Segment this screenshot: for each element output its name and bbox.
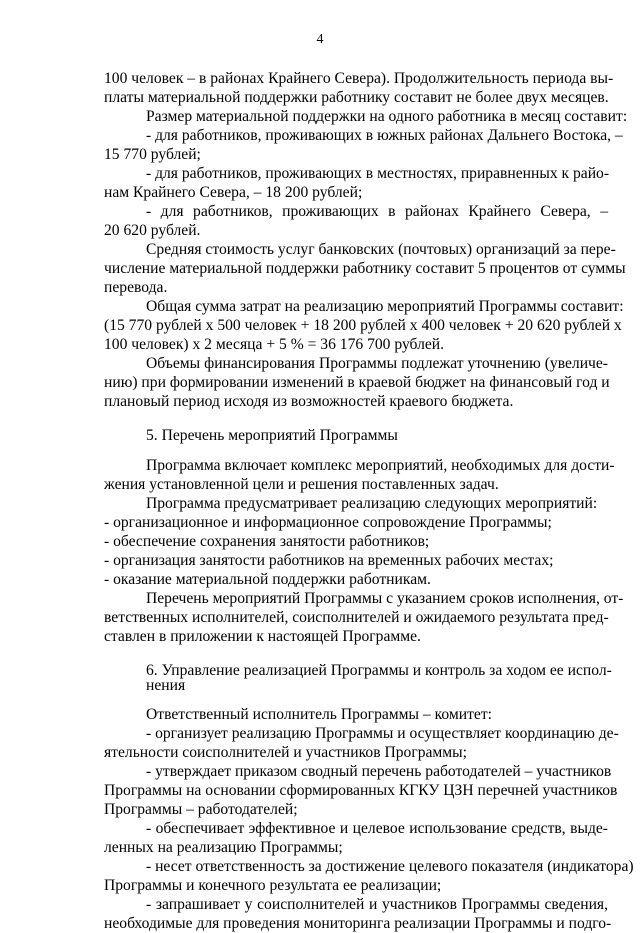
- page-number: 4: [316, 32, 324, 47]
- text-line: 15 770 рублей;: [104, 146, 201, 163]
- paragraph-total-cost: [104, 297, 624, 354]
- text-line: жения установленной цели и решения поставленных задач.: [104, 476, 499, 493]
- text-line: Общая сумма затрат на реализацию мероприятий Программы составит:: [146, 298, 624, 315]
- section-spacer: [104, 646, 608, 662]
- text-line: - для работников, проживающих в местностях, приравненных к райо-: [146, 165, 610, 182]
- text-line: (15 770 рублей х 500 человек + 18 200 рублей х 400 человек + 20 620 рублей х: [104, 317, 622, 334]
- paragraph-duration: [104, 69, 614, 107]
- list-item: - организационное и информационное сопровождение Программы;: [104, 514, 552, 531]
- section-spacer: [104, 444, 608, 456]
- list-item: - запрашивает у соисполнителей и участников Программы сведения,: [146, 896, 608, 913]
- text-line: ятельности соисполнителей и участников Программы;: [104, 744, 467, 761]
- list-item: - утверждает приказом сводный перечень работодателей – участников: [146, 763, 612, 780]
- section-spacer: [104, 411, 608, 427]
- text-line: Программа включает комплекс мероприятий, необходимых для дости-: [146, 457, 615, 474]
- text-line: 20 620 рублей.: [104, 222, 201, 239]
- text-line: Программы и конечного результата ее реализации;: [104, 877, 442, 894]
- section-6-body: [104, 705, 634, 933]
- text-line: Перечень мероприятий Программы с указанием сроков исполнения, от-: [146, 590, 624, 607]
- text-line: ленных на реализацию Программы;: [104, 839, 343, 856]
- section-5-body: [104, 456, 624, 646]
- text-line: - для работников, проживающих в районах Крайнего Севера, –: [146, 203, 608, 220]
- text-line: - для работников, проживающих в южных районах Дальнего Востока, –: [146, 127, 623, 144]
- text-line: ставлен в приложении к настоящей Программе.: [104, 628, 421, 645]
- section-6-title: [104, 662, 612, 694]
- list-item: - обеспечивает эффективное и целевое использование средств, выде-: [146, 820, 608, 837]
- text-line: необходимые для проведения мониторинга реализации Программы и подго-: [104, 915, 612, 932]
- text-line: 100 человек – в районах Крайнего Севера). Продолжительность периода вы-: [104, 70, 614, 87]
- text-line: нам Крайнего Севера, – 18 200 рублей;: [104, 184, 363, 201]
- text-line: Средняя стоимость услуг банковских (почтовых) организаций за пере-: [146, 241, 616, 258]
- text-line: Программы на основании сформированных КГКУ ЦЗН перечней участников: [104, 782, 618, 799]
- text-line: нию) при формировании изменений в краевой бюджет на финансовый год и: [104, 374, 610, 391]
- text-line: нения: [146, 677, 186, 694]
- text-line: ветственных исполнителей, соисполнителей и ожидаемого результата пред-: [104, 609, 609, 626]
- list-item: - несет ответственность за достижение целевого показателя (индикатора): [146, 858, 634, 875]
- list-item: - организация занятости работников на временных рабочих местах;: [104, 552, 554, 569]
- list-item: - оказание материальной поддержки работникам.: [104, 571, 431, 588]
- text-line: 100 человек) х 2 месяца + 5 % = 36 176 700 рублей.: [104, 336, 445, 353]
- text-line: плановый период исходя из возможностей краевого бюджета.: [104, 393, 514, 410]
- text-line: Ответственный исполнитель Программы – комитет:: [146, 706, 492, 723]
- text-line: Объемы финансирования Программы подлежат уточнению (увеличе-: [146, 355, 608, 372]
- text-line: 6. Управление реализацией Программы и контроль за ходом ее испол-: [146, 662, 612, 679]
- text-line: числение материальной поддержки работнику составит 5 процентов от суммы: [104, 260, 626, 277]
- text-line: платы материальной поддержки работнику составит не более двух месяцев.: [104, 89, 609, 106]
- text-line: Программы – работодателей;: [104, 801, 298, 818]
- list-item: - обеспечение сохранения занятости работников;: [104, 533, 430, 550]
- text-line: Программа предусматривает реализацию следующих мероприятий:: [146, 495, 598, 512]
- section-5-title: 5. Перечень мероприятий Программы: [146, 427, 398, 444]
- paragraph-support-amounts: [104, 107, 628, 240]
- document-body: [104, 69, 634, 933]
- paragraph-bank-fees: [104, 240, 626, 297]
- paragraph-financing: [104, 354, 608, 411]
- text-line: Размер материальной поддержки на одного работника в месяц составит:: [146, 108, 628, 125]
- list-item: - организует реализацию Программы и осуществляет координацию де-: [146, 725, 619, 742]
- section-spacer: [104, 693, 608, 705]
- text-line: перевода.: [104, 279, 168, 296]
